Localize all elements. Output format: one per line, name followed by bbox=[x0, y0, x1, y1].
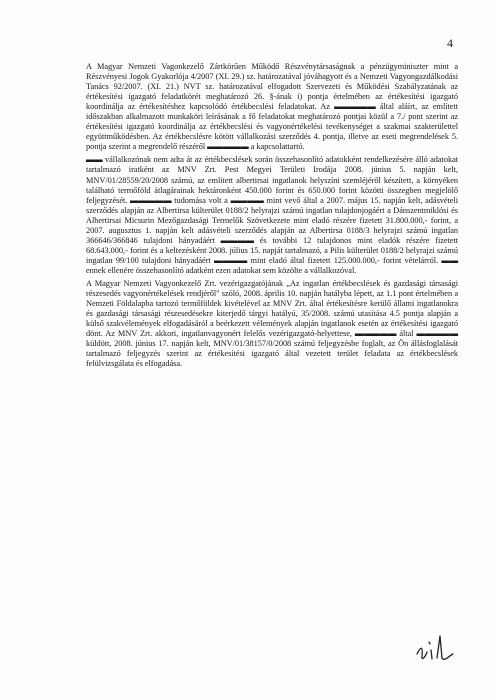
body-text bbox=[86, 62, 458, 369]
paragraph-1: A Magyar Nemzeti Vagonkezelő Zártkörűen Működő Részvénytársaságnak a pénzügyminiszter mint a Részvényesi Jogok Gyakorlója 4/2007 (XI. 29.) sz. határozatával jóváhagyott és a Nemzeti Vagyongazdálkodási Tanács 92/2007. (XI. 21.) NVT sz. határozatával elfogadott Szervezeti és Működési Szabályzatának az értékesítési igazgató feladatkörét meghatározó 26. §-ának i) pontja értelmében az értékesítési igazgató koordinálja az értékesítéshez kapcsolódó értékbecslési feladatokat. Az ▬▬▬▬▬ által aláírt, az említett időszakban alkalmazott munkaköri leírásának a fő feladatokat meghatározó pontjai közül a 7./ pont szerint az értékesítési igazgató koordinálja az értékbecslési és vagyonértékelési tevékenységet a szakmai szakterülettel együttműködésben. Az értékbecslésre kötött vállalkozási szerződés 4. pontja, illetve az eseti megrendelések 5. pontja szerint a megrendelő részéről ▬▬▬▬▬ a kapcsolattartó. bbox=[86, 62, 458, 152]
page-number: 4 bbox=[447, 36, 453, 50]
handwritten-signature bbox=[413, 628, 457, 668]
paragraph-3: A Magyar Nemzeti Vagyonkezelő Zrt. vezérigazgatójának „Az ingatlan értékbecslések és gazdasági társasági részesedés vagyonértékelések rendjéről" szóló, 2008. április 10. napján hatályba lépett, az 1.1 pont értelmében a Nemzeti Földalapba tartozó termőföldek kivételével az MNV Zrt. által értékesítésre kerülő állami ingatlanokra és gazdasági társasági részesedésekre kiterjedő tárgyi hatályú, 35/2008. számú utasítása 4.5 pontja alapján a külső szakvélemények elfogadásáról a beérkezett vélemények alapján ingatlanok esetén az értékesítési igazgató dönt. Az MNV Zrt. akkori, ingatlanvagyonért felelős vezérigazgató-helyettese, ▬▬▬▬▬ által ▬▬▬▬▬ küldött, 2008. június 17. napján kelt, MNV/01/38157/0/2008 számú feljegyzésbe foglalt, az Ön állásfoglalását tartalmazó feljegyzés szerint az értékesítési igazgató által vezetett terület feladata az értékbecslések felülvizsgálata és elfogadása. bbox=[86, 278, 458, 369]
paragraph-2: ▬▬ vállalkozónak nem adta át az értékbecslések során összehasonlító adatokként rendelkezésére álló adatokat tartalmazó iratként az MNV Zrt. Pest Megyei Területi Irodája 2008. június 5. napján kelt, MNV/01/28559/20/2008 számú, az említett albertirsai ingatlanok helyszíni szemléjéről készített, a környéken található termőföld átlagárainak hektáronként 450.000 forint és 650.000 forint közötti összegben megjelölő feljegyzését. ▬▬▬▬▬ tudomása volt a ▬▬▬▬ mint vevő által a 2007. május 15. napján kelt, adásvételi szerződés alapján az Albertirsa külterület 0188/2 helyrajzi számú ingatlan tulajdonjogáért a Dánszentmiklósi és Albertirsai Micsurin Mezőgazdasági Termelők Szövetkezete mint eladó részére fizetett 31.800.000,- forint, a 2007. augusztus 1. napján kelt adásvételi szerződés alapján az Albertirsa 0188/3 helyrajzi számú ingatlan 366646/366846 tulajdoni hányadáért ▬▬▬▬ és további 12 tulajdonos mint eladók részére fizetett 68.643.000,- forint és a keltezésként 2008. július 15. napját tartalmazó, a Pilis külterület 0188/2 helyrajzi számú ingatlan 99/100 tulajdoni hányadáért ▬▬▬▬ mint eladó által fizetett 125.000.000,- forint vételárról. ▬▬ ennek ellenére összehasonlító adatként ezen adatokat sem közölte a vállalkozóval. bbox=[86, 155, 458, 275]
